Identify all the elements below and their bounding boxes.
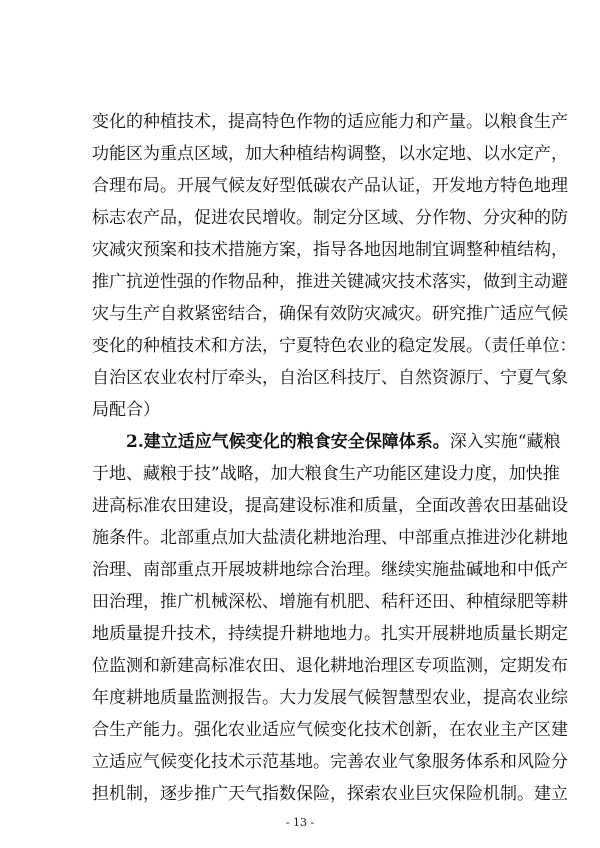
paragraph1-line-7: 灾与生产自救紧密结合，确保有效防灾减灾。研究推广适应气候 [92, 304, 568, 324]
paragraph2-line-2: 于地、藏粮于技”战略，加大粮食生产功能区建设力度，加快推 [92, 464, 560, 484]
paragraph1-line-2: 功能区为重点区域，加大种植结构调整，以水定地、以水定产， [92, 144, 568, 164]
paragraph2-line-1 [126, 428, 561, 456]
paragraph1-line-1: 变化的种植技术，提高特色作物的适应能力和产量。以粮食生产 [92, 112, 568, 132]
paragraph1-line-5: 灾减灾预案和技术措施方案，指导各地因地制宜调整种植结构， [92, 240, 568, 260]
paragraph1-line-8: 变化的种植技术和方法，宁夏特色农业的稳定发展。（责任单位： [92, 336, 577, 356]
paragraph2-line-10: 合生产能力。强化农业适应气候变化技术创新，在农业主产区建 [92, 720, 568, 740]
paragraph2-line-5: 治理、南部重点开展坡耕地综合治理。继续实施盐碱地和中低产 [92, 560, 568, 580]
paragraph2-line-9: 年度耕地质量监测报告。大力发展气候智慧型农业，提高农业综 [92, 688, 568, 708]
section-heading: 2.建立适应气候变化的粮食安全保障体系。 [126, 432, 450, 452]
page-number: - 13 - [285, 816, 315, 829]
paragraph2-first-line-text: 深入实施“藏粮 [449, 432, 561, 452]
paragraph2-line-7: 地质量提升技术，持续提升耕地地力。扎实开展耕地质量长期定 [92, 624, 568, 644]
paragraph2-line-6: 田治理，推广机械深松、增施有机肥、秸秆还田、种植绿肥等耕 [92, 592, 568, 612]
paragraph1-line-3: 合理布局。开展气候友好型低碳农产品认证，开发地方特色地理 [92, 176, 568, 196]
paragraph2-line-11: 立适应气候变化技术示范基地。完善农业气象服务体系和风险分 [92, 752, 568, 772]
paragraph1-line-9: 自治区农业农村厅牵头，自治区科技厅、自然资源厅、宁夏气象 [92, 368, 568, 388]
paragraph1-line-10: 局配合） [92, 400, 160, 420]
paragraph2-line-8: 位监测和新建高标准农田、退化耕地治理区专项监测，定期发布 [92, 656, 568, 676]
paragraph1-line-4: 标志农产品，促进农民增收。制定分区域、分作物、分灾种的防 [92, 208, 568, 228]
paragraph1-line-6: 推广抗逆性强的作物品种，推进关键减灾技术落实，做到主动避 [92, 272, 568, 292]
paragraph2-line-4: 施条件。北部重点加大盐渍化耕地治理、中部重点推进沙化耕地 [92, 528, 568, 548]
paragraph2-line-12: 担机制，逐步推广天气指数保险，探索农业巨灾保险机制。建立 [92, 784, 568, 804]
paragraph2-line-3: 进高标准农田建设，提高建设标准和质量，全面改善农田基础设 [92, 496, 568, 516]
